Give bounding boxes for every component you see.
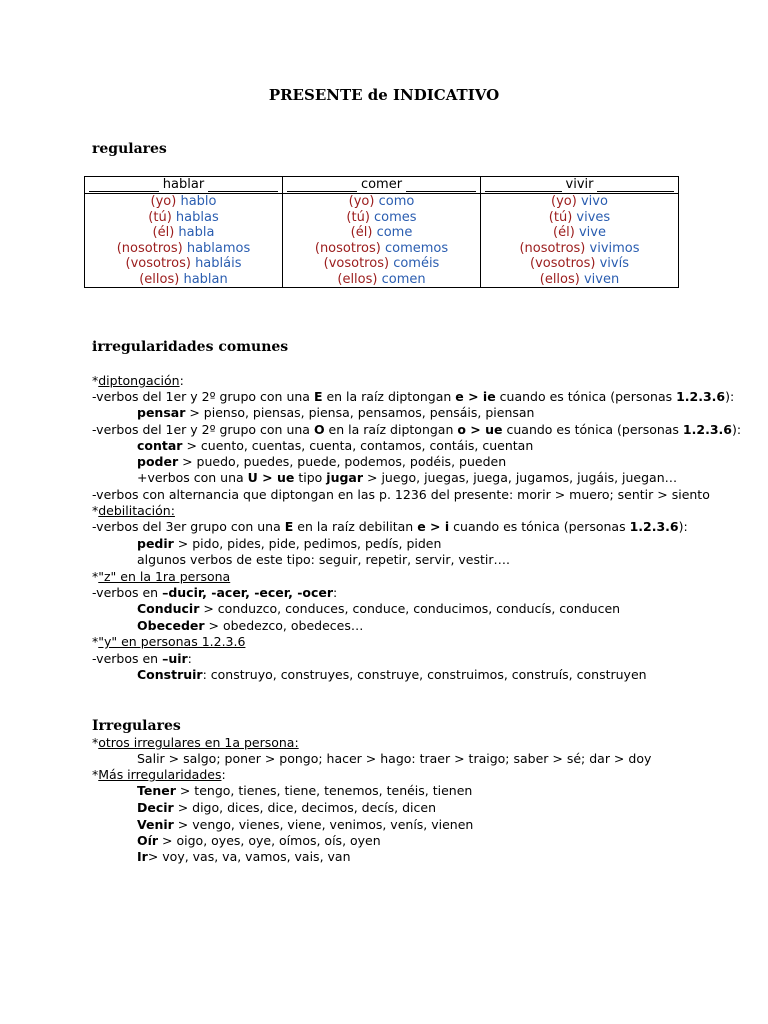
text-line: *"y" en personas 1.2.3.6 xyxy=(92,634,246,649)
section-heading-irregulares: Irregulares xyxy=(92,718,181,734)
conjugation-form xyxy=(481,272,678,288)
pronoun: (ellos) xyxy=(539,271,580,287)
verb-form: coméis xyxy=(393,256,440,271)
pronoun: (vosotros) xyxy=(323,256,390,271)
text-line: -verbos del 1er y 2º grupo con una E en la raíz diptongan e > ie cuando es tónica (personas 1.2.3.6): xyxy=(92,389,735,404)
pronoun: (nosotros) xyxy=(314,240,381,256)
conjugation-form xyxy=(283,210,480,226)
text-line: Conducir > conduzco, conduces, conduce, conducimos, conducís, conducen xyxy=(137,601,621,616)
table-cell-hablar xyxy=(85,194,283,288)
text-line: Salir > salgo; poner > pongo; hacer > hago: traer > traigo; saber > sé; dar > doy xyxy=(137,751,652,766)
verb-form: comes xyxy=(374,209,417,225)
verb-form: comemos xyxy=(384,240,449,256)
verb-form: habláis xyxy=(195,256,242,271)
verb-form: viven xyxy=(583,271,620,287)
page-title: PRESENTE de INDICATIVO xyxy=(268,86,500,104)
text-line: -verbos del 1er y 2º grupo con una O en la raíz diptongan o > ue cuando es tónica (personas 1.2.3.6): xyxy=(92,422,742,437)
verb-form: hablo xyxy=(180,194,217,209)
verb-form: hablas xyxy=(175,209,219,225)
table-cell-vivir xyxy=(481,194,679,288)
text-line: *"z" en la 1ra persona xyxy=(92,569,231,584)
text-line: Construir: construyo, construyes, construye, construimos, construís, construyen xyxy=(137,667,647,682)
text-line: -verbos en –uir: xyxy=(92,651,192,666)
text-line: Venir > vengo, vienes, viene, venimos, venís, vienen xyxy=(137,817,474,832)
verb-form: hablamos xyxy=(186,240,251,256)
text-line: *debilitación: xyxy=(92,503,175,518)
pronoun: (yo) xyxy=(551,194,577,209)
pronoun: (vosotros) xyxy=(530,256,596,271)
conjugation-form xyxy=(85,241,282,257)
text-line: -verbos en –ducir, -acer, -ecer, -ocer: xyxy=(92,585,338,600)
text-line: *otros irregulares en 1a persona: xyxy=(92,735,299,750)
pronoun: (vosotros) xyxy=(125,256,191,271)
section-heading-regulares: regulares xyxy=(92,141,167,157)
pronoun: (nosotros) xyxy=(519,240,586,256)
verb-form: vivimos xyxy=(589,240,640,256)
text-line: algunos verbos de este tipo: seguir, repetir, servir, vestir…. xyxy=(137,552,510,567)
conjugation-form xyxy=(481,225,678,241)
verb-form: vivo xyxy=(580,194,608,209)
text-line: *Más irregularidades: xyxy=(92,767,226,782)
pronoun: (él) xyxy=(152,225,175,240)
pronoun: (yo) xyxy=(348,194,375,209)
text-line: Tener > tengo, tienes, tiene, tenemos, tenéis, tienen xyxy=(137,783,473,798)
conjugation-form xyxy=(85,225,282,241)
conjugation-form xyxy=(85,194,282,210)
conjugation-form xyxy=(481,256,678,272)
verb-form: como xyxy=(378,194,415,209)
text-line: -verbos con alternancia que diptongan en las p. 1236 del presente: morir > muero; sentir > siento xyxy=(92,487,710,502)
table-cell-comer xyxy=(283,194,481,288)
pronoun: (ellos) xyxy=(139,271,180,287)
text-line: *diptongación: xyxy=(92,373,184,388)
conjugation-form xyxy=(283,225,480,241)
conjugation-form xyxy=(481,210,678,226)
pronoun: (nosotros) xyxy=(116,240,183,256)
table-header: comer xyxy=(283,177,481,194)
verb-form: vive xyxy=(578,225,606,240)
conjugation-table xyxy=(84,176,679,288)
pronoun: (él) xyxy=(553,225,575,240)
verb-form: comen xyxy=(381,271,426,287)
conjugation-form xyxy=(283,194,480,210)
text-line: poder > puedo, puedes, puede, podemos, podéis, pueden xyxy=(137,454,507,469)
verb-form: hablan xyxy=(183,271,228,287)
text-line: Decir > digo, dices, dice, decimos, decís, dicen xyxy=(137,800,436,815)
pronoun: (tú) xyxy=(148,209,172,225)
text-line: Oír > oigo, oyes, oye, oímos, oís, oyen xyxy=(137,833,381,848)
text-line: Ir> voy, vas, va, vamos, vais, van xyxy=(137,849,351,864)
table-header: hablar xyxy=(85,177,283,194)
text-line: pensar > pienso, piensas, piensa, pensamos, pensáis, piensan xyxy=(137,405,535,420)
conjugation-form xyxy=(283,241,480,257)
conjugation-form xyxy=(481,194,678,210)
conjugation-form xyxy=(85,210,282,226)
pronoun: (él) xyxy=(350,225,373,240)
pronoun: (tú) xyxy=(346,209,370,225)
verb-form: vivís xyxy=(599,256,629,271)
verb-form: vives xyxy=(576,209,611,225)
table-header: vivir xyxy=(481,177,679,194)
text-line: pedir > pido, pides, pide, pedimos, pedís, piden xyxy=(137,536,442,551)
pronoun: (tú) xyxy=(548,209,573,225)
verb-form: habla xyxy=(178,225,215,240)
text-line: +verbos con una U > ue tipo jugar > juego, juegas, juega, jugamos, jugáis, juegan… xyxy=(137,470,678,485)
pronoun: (ellos) xyxy=(337,271,378,287)
pronoun: (yo) xyxy=(150,194,177,209)
conjugation-form xyxy=(85,256,282,272)
text-line: -verbos del 3er grupo con una E en la raíz debilitan e > i cuando es tónica (personas 1.2.3.6): xyxy=(92,519,688,534)
conjugation-form xyxy=(283,256,480,272)
text-line: Obeceder > obedezco, obedeces… xyxy=(137,618,364,633)
verb-form: come xyxy=(376,225,413,240)
text-line: contar > cuento, cuentas, cuenta, contamos, contáis, cuentan xyxy=(137,438,534,453)
section-heading-comunes: irregularidades comunes xyxy=(92,339,289,355)
conjugation-form xyxy=(481,241,678,257)
conjugation-form xyxy=(283,272,480,288)
conjugation-form xyxy=(85,272,282,288)
